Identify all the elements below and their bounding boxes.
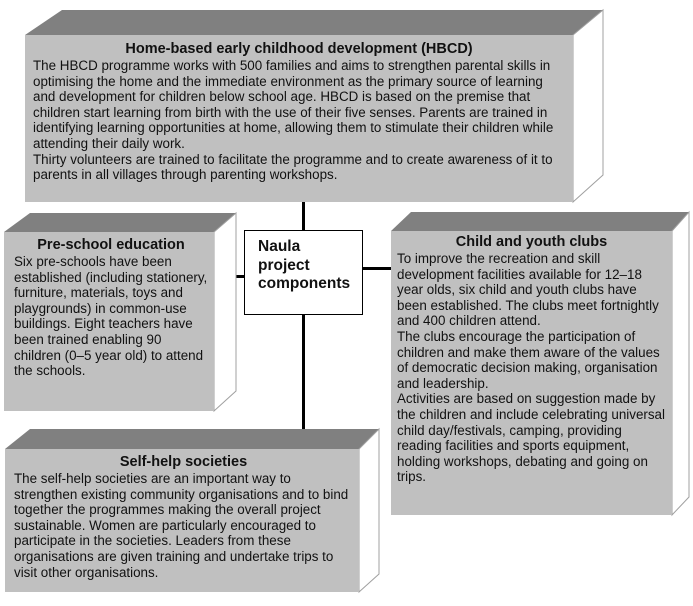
preschool-title: Pre-school education	[37, 237, 185, 253]
center-title: Naula project components	[258, 238, 351, 292]
preschool-box-face	[4, 232, 214, 411]
connector-to-clubs	[362, 267, 392, 270]
clubs-title: Child and youth clubs	[455, 234, 608, 250]
hbcd-box-face	[25, 35, 573, 202]
clubs-body-3: Activities are based on suggestion made by the children and include celebrating universal child day/festivals, camping, providing reading facilities and sports equipment, holding workshops, debating and going on trips.	[397, 391, 665, 485]
connector-to-selfhelp	[302, 314, 305, 436]
selfhelp-body: The self-help societies are an important way to strengthen existing community organisations and to bind together the programmes making the overall project sustainable. Women are particularly encouraged to participate in the societies. Leaders from these organisations are given training and undertake trips to visit other organisations.	[14, 471, 349, 580]
clubs-body-2: The clubs encourage the participation of children and make them aware of the values of democratic decision making, organisation and leadership.	[397, 328, 660, 391]
clubs-box-face	[391, 231, 672, 515]
preschool-body: Six pre-schools have been established (including stationery, furniture, materials, toys and playgrounds) in common-use buildings. Eight teachers have been trained enabling 90 children (0–5 year old) to attend the schools.	[14, 254, 208, 379]
hbcd-body: The HBCD programme works with 500 families and aims to strengthen parental skills in optimising the home and the immediate environment as the primary source of learning and development for children below school age. HBCD is based on the premise that children start learning from birth with the use of their five senses. Parents are trained in identifying learning opportunities at home, allowing them to stimulate their children while attending their daily work.	[33, 58, 554, 151]
hbcd-body-2: Thirty volunteers are trained to facilitate the programme and to create awareness of it to parents in all villages through parenting workshops.	[33, 151, 553, 183]
selfhelp-box-face	[5, 449, 359, 592]
clubs-body: To improve the recreation and skill development facilities available for 12–18 year olds, six child and youth clubs have been established. The clubs meet fortnightly and 400 children attend.	[397, 251, 659, 329]
naula-project-components-box	[244, 230, 363, 315]
selfhelp-title: Self-help societies	[119, 454, 248, 470]
hbcd-title: Home-based early childhood development (HBCD)	[125, 41, 473, 57]
